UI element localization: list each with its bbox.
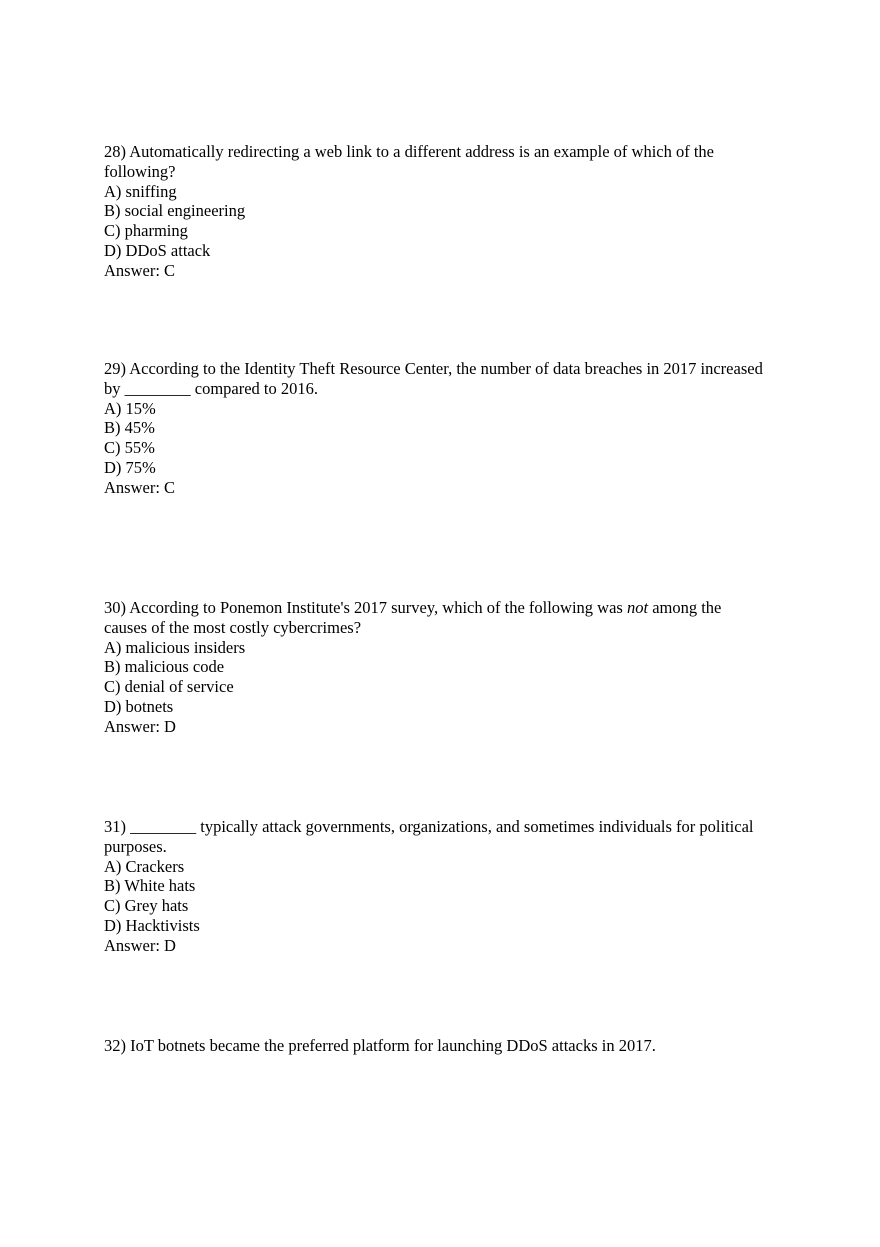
question-number: 30) (104, 598, 126, 617)
option-b: B) White hats (104, 876, 196, 896)
question-stem (104, 359, 764, 399)
answer-label: Answer: (104, 477, 160, 497)
question-28 (104, 142, 764, 281)
option-a: A) malicious insiders (104, 637, 246, 657)
answer-label: Answer: (104, 260, 160, 280)
question-stem (104, 817, 764, 857)
option-a: A) sniffing (104, 181, 177, 201)
question-stem (104, 1036, 764, 1056)
option-c: C) Grey hats (104, 896, 189, 916)
question-number: 32) (104, 1036, 126, 1055)
answer-line (104, 261, 764, 281)
question-text-start: According to Ponemon Institute's 2017 survey, which of the following was (129, 598, 623, 617)
answer-value: D (164, 716, 176, 736)
option-b: B) 45% (104, 418, 155, 438)
question-32 (104, 1036, 764, 1056)
answer-value: C (164, 477, 176, 497)
question-number: 28) (104, 142, 126, 161)
answer-label: Answer: (104, 935, 160, 955)
option-c: C) pharming (104, 221, 188, 241)
option-d: D) DDoS attack (104, 240, 211, 260)
question-number: 29) (104, 359, 126, 378)
option-d: D) 75% (104, 457, 156, 477)
question-29 (104, 359, 764, 498)
question-text-end: among the causes of the most costly cybercrimes? (104, 598, 722, 637)
option-a: A) Crackers (104, 856, 185, 876)
question-number: 31) (104, 817, 126, 836)
answer-label: Answer: (104, 716, 160, 736)
option-d: D) Hacktivists (104, 915, 200, 935)
option-c: C) denial of service (104, 677, 234, 697)
question-30 (104, 598, 764, 737)
option-b: B) social engineering (104, 201, 246, 221)
answer-line (104, 717, 764, 737)
question-31 (104, 817, 764, 956)
question-text: Automatically redirecting a web link to a different address is an example of which of the following? (104, 142, 715, 181)
option-b: B) malicious code (104, 657, 225, 677)
answer-line (104, 478, 764, 498)
answer-value: C (164, 260, 176, 280)
question-text: According to the Identity Theft Resource Center, the number of data breaches in 2017 increased by ________ compared to 2016. (104, 359, 763, 398)
option-c: C) 55% (104, 438, 155, 458)
option-d: D) botnets (104, 696, 174, 716)
answer-value: D (164, 935, 176, 955)
answer-line (104, 936, 764, 956)
question-text: IoT botnets became the preferred platform for launching DDoS attacks in 2017. (130, 1036, 656, 1055)
question-stem (104, 598, 764, 638)
option-a: A) 15% (104, 398, 156, 418)
question-text: ________ typically attack governments, organizations, and sometimes individuals for political purposes. (104, 817, 754, 856)
question-stem (104, 142, 764, 182)
question-text-emphasis: not (626, 598, 649, 617)
